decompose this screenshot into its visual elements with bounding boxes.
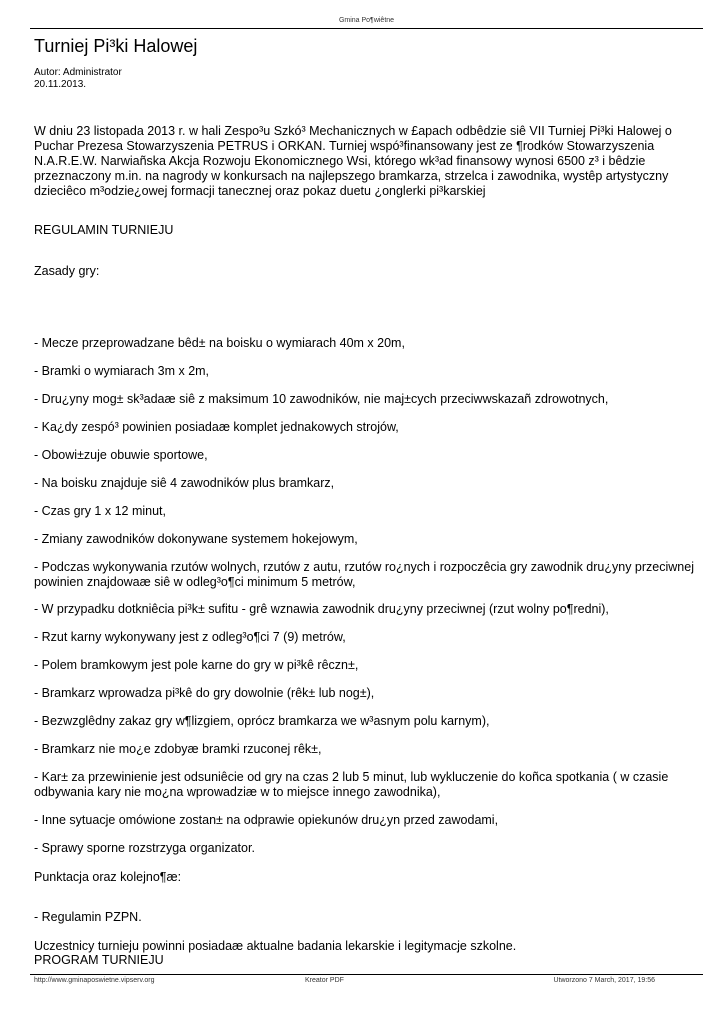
rules-heading: Zasady gry: — [34, 264, 100, 278]
rule-item: - Mecze przeprowadzane bêd± na boisku o wymiarach 40m x 20m, — [34, 336, 405, 350]
requirements-text: Uczestnicy turnieju powinni posiadaæ aktualne badania lekarskie i legitymacje szkolne. — [34, 939, 517, 953]
rule-item: - Bramkarz wprowadza pi³kê do gry dowolnie (rêk± lub nog±), — [34, 686, 375, 700]
rule-item: - Polem bramkowym jest pole karne do gry w pi³kê rêczn±, — [34, 658, 359, 672]
rule-item: - Bramkarz nie mo¿e zdobyæ bramki rzuconej rêk±, — [34, 742, 322, 756]
rule-item: - Sprawy sporne rozstrzyga organizator. — [34, 841, 255, 855]
rule-item: - Czas gry 1 x 12 minut, — [34, 504, 166, 518]
rule-item: - Podczas wykonywania rzutów wolnych, rzutów z autu, rzutów ro¿nych i rozpoczêcia gry zawodnik dru¿yny przeciwnej powinien znajdowaæ siê w odleg³o¶ci minimum 5 metrów, — [34, 560, 694, 589]
scoring-item: - Regulamin PZPN. — [34, 910, 142, 924]
article-intro: W dniu 23 listopada 2013 r. w hali Zespo³u Szkó³ Mechanicznych w £apach odbêdzie siê VII Turniej Pi³ki Halowej o Puchar Prezesa Stowarzyszenia PETRUS i ORKAN. Turniej wspó³finansowany jest ze ¶rodków Stowarzyszenia N.A.R.E.W. Narwiañska Akcja Rozwoju Ekonomicznego Wsi, którego wk³ad finansowy wynosi 6500 z³ i bêdzie przeznaczony m.in. na nagrody w konkursach na najlepszego bramkarza, strzelca i zawodnika, wystêp artystyczny dzieciêco m³odzie¿owej formacji tanecznej oraz pokaz duetu ¿onglerki pi³karskiej — [34, 124, 672, 198]
article-author: Autor: Administrator — [34, 67, 122, 78]
header-divider — [30, 28, 703, 29]
article-date: 20.11.2013. — [34, 79, 87, 90]
scoring-heading: Punktacja oraz kolejno¶æ: — [34, 870, 182, 884]
rule-item: - Bezwzglêdny zakaz gry w¶lizgiem, oprócz bramkarza we w³asnym polu karnym), — [34, 714, 490, 728]
rule-item: - Zmiany zawodników dokonywane systemem hokejowym, — [34, 532, 358, 546]
rule-item: - W przypadku dotkniêcia pi³k± sufitu - grê wznawia zawodnik dru¿yny przeciwnej (rzut wolny po¶redni), — [34, 602, 609, 616]
rule-item: - Inne sytuacje omówione zostan± na odprawie opiekunów dru¿yn przed zawodami, — [34, 813, 499, 827]
footer-divider — [30, 974, 703, 975]
footer-created: Utworzono 7 March, 2017, 19:56 — [553, 977, 655, 984]
regulations-heading: REGULAMIN TURNIEJU — [34, 223, 174, 237]
rule-item: - Obowi±zuje obuwie sportowe, — [34, 448, 208, 462]
footer-url: http://www.gminaposwietne.vipserv.org — [34, 977, 155, 984]
rule-item: - Ka¿dy zespó³ powinien posiadaæ komplet jednakowych strojów, — [34, 420, 399, 434]
rule-item: - Rzut karny wykonywany jest z odleg³o¶ci 7 (9) metrów, — [34, 630, 346, 644]
rule-item: - Dru¿yny mog± sk³adaæ siê z maksimum 10 zawodników, nie maj±cych przeciwwskazañ zdrowotnych, — [34, 392, 609, 406]
footer-generator: Kreator PDF — [305, 977, 344, 984]
article-title: Turniej Pi³ki Halowej — [34, 36, 198, 56]
program-heading: PROGRAM TURNIEJU — [34, 953, 164, 967]
page-header: Gmina Po¶wiêtne — [338, 17, 395, 24]
rule-item: - Kar± za przewinienie jest odsuniêcie od gry na czas 2 lub 5 minut, lub wykluczenie do koñca spotkania ( w czasie odbywania kary nie mo¿na wprowadziæ w to miejsce innego zawodnika), — [34, 770, 669, 799]
rule-item: - Bramki o wymiarach 3m x 2m, — [34, 364, 210, 378]
rule-item: - Na boisku znajduje siê 4 zawodników plus bramkarz, — [34, 476, 335, 490]
